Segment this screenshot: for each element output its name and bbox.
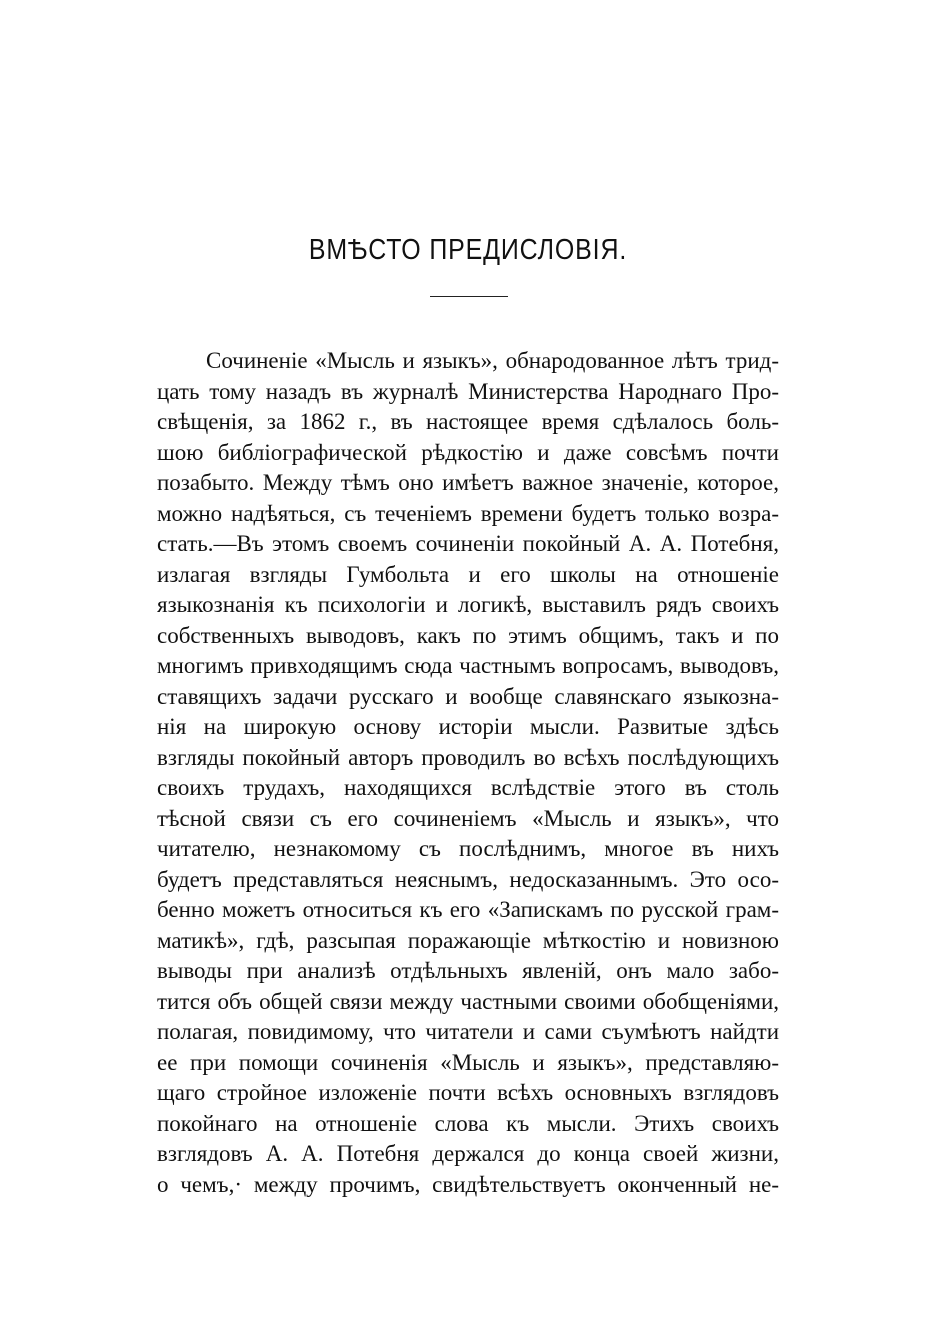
- text-line: цать тому назадъ въ журналѣ Министерства Народнаго Про-: [157, 378, 779, 404]
- text-line: собственныхъ выводовъ, какъ по этимъ общимъ, такъ и по: [157, 622, 779, 648]
- text-line: бенно можетъ относиться къ его «Запискамъ по русской грам-: [157, 897, 779, 922]
- text-line: свѣщенія, за 1862 г., въ настоящее время сдѣлалось боль-: [157, 409, 779, 434]
- text-line: тится объ общей связи между частными своими обобщеніями,: [157, 988, 779, 1014]
- text-line: нія на широкую основу исторіи мысли. Развитые здѣсь: [157, 714, 779, 739]
- text-line: можно надѣяться, съ теченіемъ времени будетъ только возра-: [157, 500, 779, 526]
- text-line: шою библіографической рѣдкостію и даже совсѣмъ почти: [157, 439, 779, 465]
- text-line: ставящихъ задачи русскаго и вообще славянскаго языкозна-: [157, 683, 779, 709]
- text-line: излагая взгляды Гумбольта и его школы на отношеніе: [157, 561, 779, 587]
- text-line: языкознанія къ психологіи и логикѣ, выставилъ рядъ своихъ: [157, 592, 779, 617]
- text-line: покойнаго на отношеніе слова къ мысли. Этихъ своихъ: [157, 1110, 779, 1136]
- text-line: о чемъ,· между прочимъ, свидѣтельствуетъ оконченный не-: [157, 1171, 779, 1197]
- text-line: позабыто. Между тѣмъ оно имѣетъ важное значеніе, которое,: [157, 470, 779, 495]
- text-line: щаго стройное изложеніе почти всѣхъ основныхъ взглядовъ: [157, 1080, 779, 1105]
- text-line: полагая, повидимому, что читатели и сами съумѣютъ найдти: [157, 1019, 779, 1044]
- text-line: тѣсной связи съ его сочиненіемъ «Мысль и языкъ», что: [157, 805, 779, 831]
- text-line: будетъ представляться неяснымъ, недосказаннымъ. Это осо-: [157, 866, 779, 892]
- page-title: ВМѢСТО ПРЕДИСЛОВІЯ.: [308, 234, 628, 266]
- text-line: читателю, незнакомому съ послѣднимъ, многое въ нихъ: [157, 836, 779, 861]
- title-divider: [430, 296, 508, 297]
- text-line: стать.—Въ этомъ своемъ сочиненіи покойный А. А. Потебня,: [157, 531, 779, 556]
- text-line: матикѣ», гдѣ, разсыпая поражающіе мѣткостію и новизною: [157, 927, 779, 953]
- body-paragraph: [157, 346, 779, 1200]
- text-line: Сочиненіе «Мысль и языкъ», обнародованное лѣтъ трид-: [206, 348, 779, 373]
- text-line: многимъ привходящимъ сюда частнымъ вопросамъ, выводовъ,: [157, 653, 779, 678]
- text-line: взглядовъ А. А. Потебня держался до конца своей жизни,: [157, 1141, 779, 1166]
- text-line: выводы при анализѣ отдѣльныхъ явленій, онъ мало забо-: [157, 958, 779, 983]
- text-line: ее при помощи сочиненія «Мысль и языкъ», представляю-: [157, 1049, 779, 1075]
- text-line: своихъ трудахъ, находящихся вслѣдствіе этого въ столь: [157, 775, 779, 800]
- text-line: взгляды покойный авторъ проводилъ во всѣхъ послѣдующихъ: [157, 744, 779, 770]
